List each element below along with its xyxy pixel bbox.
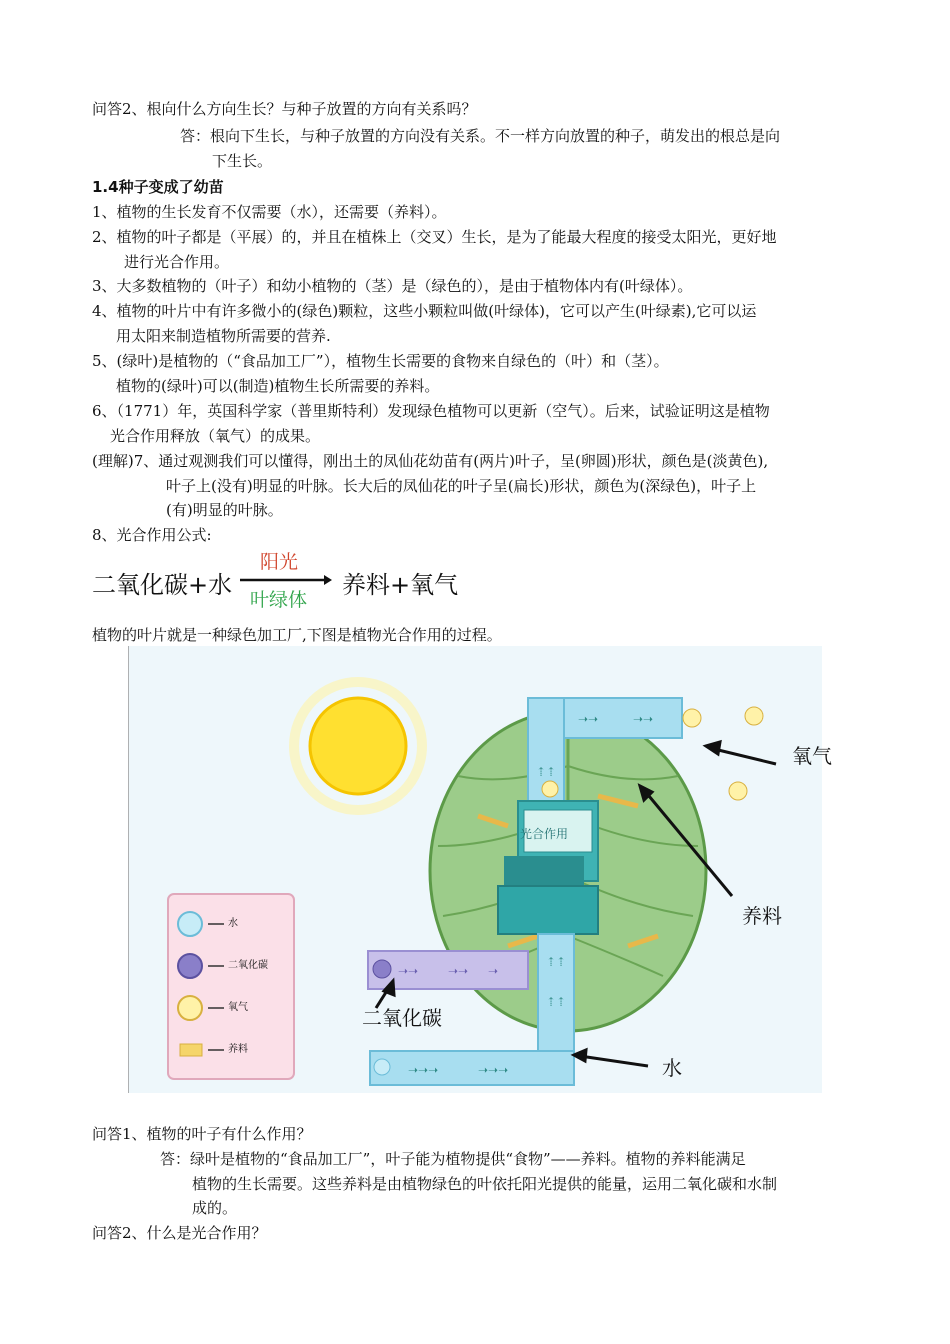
item-4-line2: 用太阳来制造植物所需要的营养. [116, 327, 331, 345]
item-5-line2: 植物的(绿叶)可以(制造)植物生长所需要的养料。 [116, 377, 440, 395]
legend-co2: 二氧化碳 [228, 960, 268, 971]
item-2-line1: 2、植物的叶子都是（平展）的，并且在植株上（交叉）生长，是为了能最大程度的接受太阳光，更好地 [92, 228, 777, 246]
svg-text:⇡⇡: ⇡⇡ [536, 765, 557, 779]
formula-products: 养料+氧气 [342, 571, 459, 599]
legend-water: 水 [228, 918, 238, 929]
section-title: 1.4种子变成了幼苗 [92, 178, 224, 196]
question-2-root: 问答2、根向什么方向生长？与种子放置的方向有关系吗？ [92, 100, 477, 118]
legend-nutrient: 养料 [228, 1044, 248, 1055]
answer-2-root-line1: 答：根向下生长，与种子放置的方向没有关系。不一样方向放置的种子，萌发出的根总是向 [180, 127, 781, 145]
photosynthesis-formula [92, 545, 472, 615]
callout-water: 水 [662, 1056, 682, 1080]
item-7-line2: 叶子上(没有)明显的叶脉。长大后的凤仙花的叶子呈(扁长)形状，颜色为(深绿色)，叶子上 [166, 477, 757, 495]
item-5-line1: 5、(绿叶)是植物的（“食品加工厂”），植物生长需要的食物来自绿色的（叶）和（茎）。 [92, 352, 669, 370]
item-7-line3: (有)明显的叶脉。 [166, 501, 283, 519]
answer-2-root-line2: 下生长。 [212, 152, 273, 170]
diagram-illustration [128, 646, 822, 1093]
item-4-line1: 4、植物的叶片中有许多微小的(绿色)颗粒，这些小颗粒叫做(叶绿体)，它可以产生(叶绿素),它可以运 [92, 302, 757, 320]
formula-condition-sunlight: 阳光 [260, 551, 299, 573]
svg-text:➝➝: ➝➝ [633, 712, 654, 726]
item-8: 8、光合作用公式: [92, 526, 212, 544]
svg-text:⇡⇡: ⇡⇡ [546, 955, 567, 969]
question-1-leaf: 问答1、植物的叶子有什么作用？ [92, 1125, 312, 1143]
answer-1-leaf-line2: 植物的生长需要。这些养料是由植物绿色的叶依托阳光提供的能量，运用二氧化碳和水制 [192, 1175, 778, 1193]
question-2-photosynthesis: 问答2、什么是光合作用？ [92, 1224, 267, 1242]
answer-1-leaf-line3: 成的。 [192, 1199, 238, 1217]
svg-text:⇡⇡: ⇡⇡ [546, 995, 567, 1009]
svg-text:➝➝: ➝➝ [448, 964, 469, 978]
svg-text:➝: ➝ [488, 964, 499, 978]
diagram-caption: 植物的叶片就是一种绿色加工厂,下图是植物光合作用的过程。 [92, 626, 502, 644]
item-6-line1: 6、（1771）年，英国科学家（普里斯特利）发现绿色植物可以更新（空气）。后来，试验证明这是植物 [92, 402, 770, 420]
answer-1-leaf-line1: 答：绿叶是植物的“食品加工厂”，叶子能为植物提供“食物”——养料。植物的养料能满足 [160, 1150, 746, 1168]
item-1: 1、植物的生长发育不仅需要（水），还需要（养料）。 [92, 203, 447, 221]
item-3: 3、大多数植物的（叶子）和幼小植物的（茎）是（绿色的），是由于植物体内有(叶绿体）。 [92, 277, 693, 295]
item-6-line2: 光合作用释放（氧气）的成果。 [110, 427, 321, 445]
machine-label: 光合作用 [520, 827, 569, 841]
item-2-line2: 进行光合作用。 [124, 253, 230, 271]
svg-text:➝➝➝: ➝➝➝ [408, 1063, 439, 1077]
callout-nutrient: 养料 [742, 904, 782, 928]
sun-icon [294, 682, 422, 810]
callout-co2: 二氧化碳 [362, 1006, 442, 1030]
item-7-line1: (理解)7、通过观测我们可以懂得，刚出土的凤仙花幼苗有(两片)叶子，呈(卵圆)形状，颜色是(淡黄色), [92, 452, 769, 470]
svg-text:➝➝➝: ➝➝➝ [478, 1063, 509, 1077]
svg-text:➝➝: ➝➝ [578, 712, 599, 726]
photosynthesis-diagram [128, 646, 822, 1093]
formula-condition-chlorophyll: 叶绿体 [250, 589, 308, 611]
formula-reactants: 二氧化碳+水 [92, 571, 233, 599]
legend-oxygen: 氧气 [228, 1002, 248, 1013]
callout-oxygen: 氧气 [792, 744, 832, 768]
svg-text:➝➝: ➝➝ [398, 964, 419, 978]
